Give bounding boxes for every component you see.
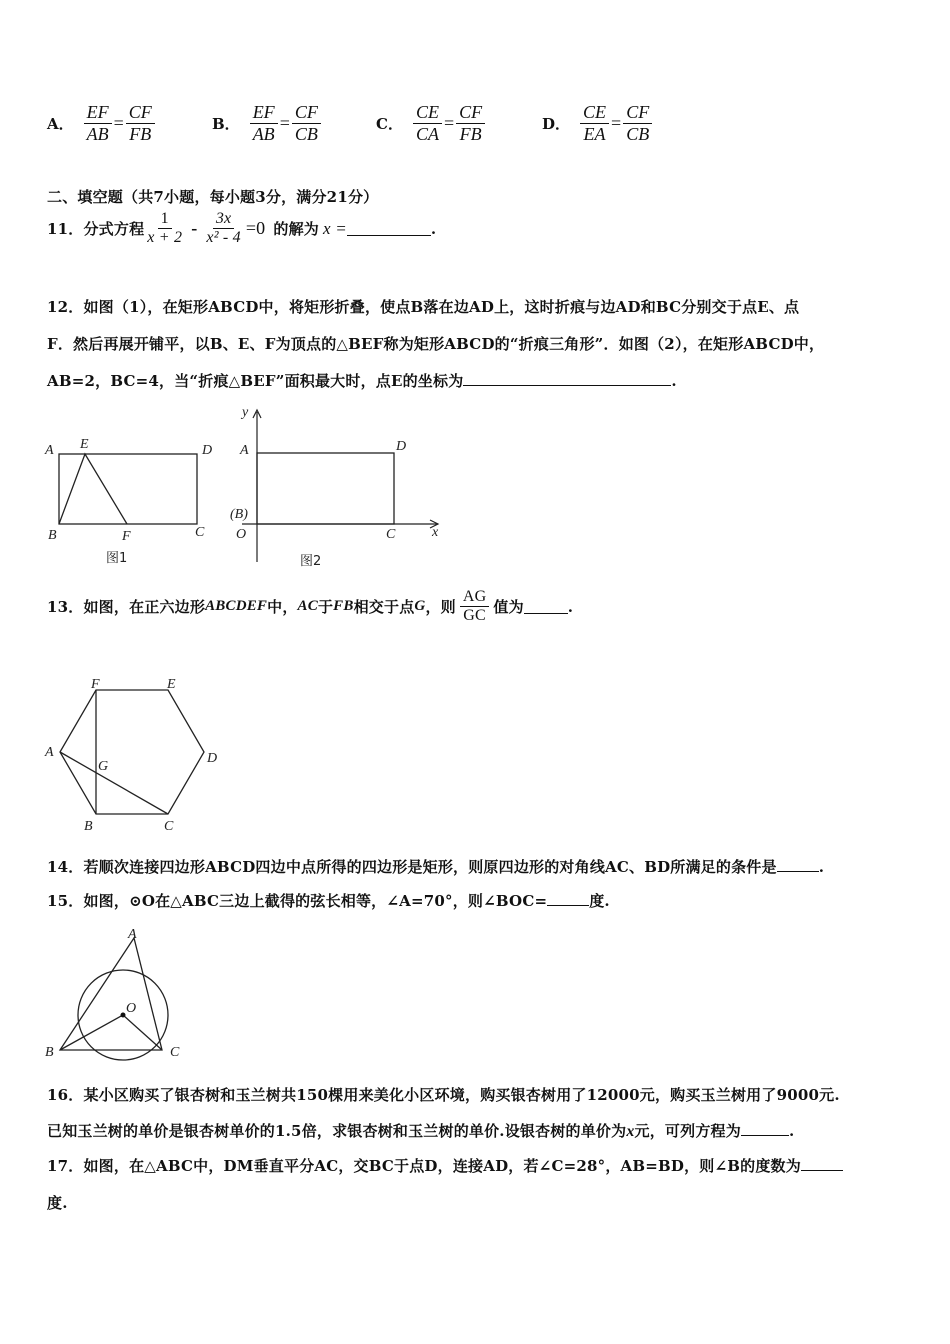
triangle-abc	[60, 938, 162, 1050]
label-g: G	[98, 759, 109, 774]
label-y: y	[242, 405, 249, 420]
label-a: A	[45, 443, 54, 458]
label-c: C	[386, 527, 396, 542]
q15-text: 15．如图，⊙O在△ABC三边上截得的弦长相等，∠A=70°，则∠BOC=	[47, 892, 548, 910]
question-12-line3	[47, 370, 677, 391]
option-d	[542, 102, 652, 144]
question-11	[47, 210, 436, 248]
label-o: O	[236, 527, 247, 542]
label-d: D	[207, 751, 218, 766]
circle-figure	[40, 922, 190, 1064]
question-12-line1: 12．如图（1），在矩形ABCD中，将矩形折叠，使点B落在边AD上，这时折痕与边AD和BC分别交于点E、点	[47, 298, 800, 316]
option-label: A．	[47, 114, 74, 133]
fraction: $\frac{CE}{CA}$	[413, 102, 442, 144]
label-c: C	[195, 525, 205, 540]
q13-hexagon-name: ABCDEF	[205, 598, 268, 615]
label-o: O	[126, 1001, 137, 1016]
label-c: C	[170, 1045, 180, 1060]
label-b: B	[48, 528, 57, 543]
question-16-line1: 16．某小区购买了银杏树和玉兰树共150棵用来美化小区环境，购买银杏树用了12000元，购买玉兰树用了9000元.	[47, 1086, 840, 1104]
period: .	[818, 858, 825, 876]
q13-text: 值为	[493, 598, 524, 617]
answer-blank[interactable]	[777, 857, 819, 872]
q15-end: 度.	[589, 892, 610, 910]
rectangle-abcd	[59, 454, 197, 524]
label-f: F	[91, 677, 100, 692]
answer-blank[interactable]	[801, 1156, 843, 1171]
question-15	[47, 890, 610, 911]
label-d: D	[202, 443, 213, 458]
fraction: $\frac{3x}{\text{x² - 4}}$	[206, 210, 241, 247]
label-b: B	[84, 819, 93, 834]
q13-segment-fb: FB	[333, 598, 354, 615]
figure-2	[228, 402, 448, 572]
label-e: E	[80, 437, 89, 452]
fraction: $\frac{1}{x + 2}$	[147, 210, 183, 247]
q13-text: 相交于点	[353, 598, 415, 617]
segment-ac	[60, 752, 168, 814]
answer-blank[interactable]	[547, 891, 589, 906]
fraction: $\frac{EF}{AB}$	[84, 102, 112, 144]
label-a: A	[128, 927, 137, 942]
q13-text: 13．如图，在正六边形	[47, 598, 206, 617]
answer-blank[interactable]	[524, 599, 568, 614]
q17-text: 17．如图，在△ABC中，DM垂直平分AC，交BC于点D，连接AD，若∠C=28°，AB=BD，则∠B的度数为	[47, 1157, 801, 1175]
figure-1	[40, 430, 220, 570]
equals-sign: =	[279, 112, 290, 133]
segment-ob	[60, 1015, 123, 1050]
question-17-line1	[47, 1155, 843, 1176]
question-16-line2	[47, 1120, 794, 1141]
label-a: A	[240, 443, 249, 458]
rectangle-abcd	[257, 453, 394, 524]
period: .	[567, 597, 574, 616]
option-c	[376, 102, 485, 144]
q16-text: 已知玉兰树的单价是银杏树单价的1.5倍，求银杏树和玉兰树的单价.设银杏树的单价为	[47, 1122, 627, 1140]
answer-blank[interactable]	[347, 221, 431, 236]
q16-variable: x	[626, 1123, 635, 1140]
fraction: $\frac{EF}{AB}$	[250, 102, 278, 144]
section-title: 二、填空题（共7小题，每小题3分，满分21分）	[47, 188, 379, 206]
label-d: D	[396, 439, 407, 454]
answer-blank[interactable]	[463, 371, 671, 386]
q13-text: ，则	[425, 598, 456, 617]
q13-text: 于	[317, 598, 334, 617]
question-14	[47, 856, 824, 877]
q14-text: 14．若顺次连接四边形ABCD四边中点所得的四边形是矩形，则原四边形的对角线AC、BD所满足的条件是	[47, 858, 777, 876]
question-12-line2: F．然后再展开铺平，以B、E、F为顶点的△BEF称为矩形ABCD的“折痕三角形”．如图（2），在矩形ABCD中，	[47, 335, 825, 353]
question-13	[47, 588, 573, 626]
q11-variable: x =	[323, 218, 347, 238]
segment-oc	[123, 1015, 162, 1050]
label-b: B	[45, 1045, 54, 1060]
label-a: A	[45, 745, 54, 760]
q11-suffix: 的解为	[273, 220, 319, 239]
period: .	[671, 372, 677, 390]
hexagon-figure	[40, 670, 230, 840]
figure-caption: 图2	[300, 554, 322, 569]
fraction: $\frac{CF}{CB}$	[292, 102, 321, 144]
option-label: B．	[212, 114, 240, 133]
q13-text: 中，	[267, 598, 298, 617]
period: .	[788, 1122, 795, 1140]
fraction: $\frac{AG}{GC}$	[460, 588, 490, 626]
option-label: D．	[542, 114, 571, 133]
fraction: $\frac{CF}{FB}$	[456, 102, 485, 144]
q13-point-g: G	[414, 598, 426, 615]
answer-blank[interactable]	[741, 1121, 789, 1136]
option-a	[47, 102, 155, 144]
option-b	[212, 102, 321, 144]
fold-triangle	[59, 454, 127, 524]
question-17-line2: 度.	[47, 1194, 68, 1212]
period: .	[430, 219, 437, 238]
equals-sign: =	[443, 112, 455, 133]
q16-text: 元，可列方程为	[634, 1122, 741, 1140]
q12-line3-text: AB=2，BC=4，当“折痕△BEF”面积最大时，点E的坐标为	[47, 372, 464, 390]
label-e: E	[167, 677, 176, 692]
q11-prefix: 11．分式方程	[47, 220, 145, 239]
option-label: C．	[376, 114, 403, 133]
fraction: $\frac{CE}{EA}$	[580, 102, 609, 144]
label-f: F	[122, 529, 131, 544]
q13-segment-ac: AC	[297, 598, 318, 615]
equation-rhs: =0	[245, 218, 266, 239]
equals-sign: =	[611, 112, 622, 133]
label-c: C	[164, 819, 174, 834]
minus-sign: -	[191, 218, 198, 239]
hexagon	[60, 690, 204, 814]
equals-sign: =	[113, 112, 124, 133]
fraction: $\frac{CF}{CB}$	[623, 102, 652, 144]
fraction: $\frac{CF}{FB}$	[126, 102, 155, 144]
label-x: x	[432, 525, 439, 540]
figure-caption: 图1	[106, 551, 128, 566]
label-b: (B)	[230, 507, 248, 522]
center-point	[121, 1013, 126, 1018]
